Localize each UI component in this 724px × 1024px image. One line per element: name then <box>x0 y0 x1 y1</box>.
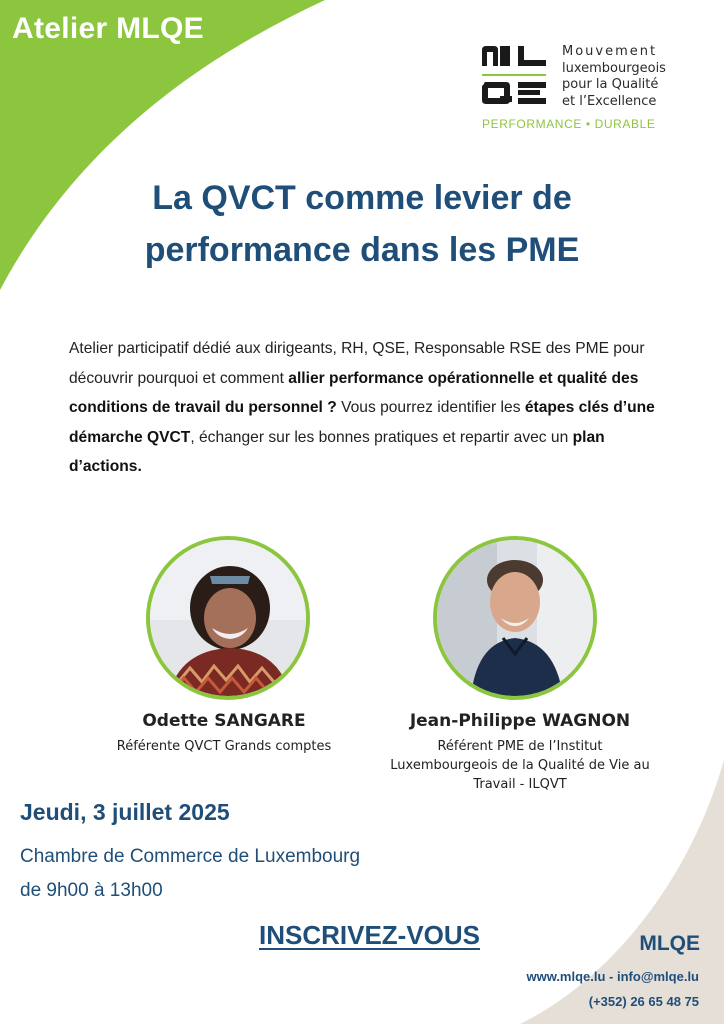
speaker-role: Référente QVCT Grands comptes <box>116 739 332 754</box>
mlqe-logo-mark <box>480 44 552 110</box>
speaker-photo-odette-illustration <box>150 540 306 696</box>
speaker-photo-odette <box>146 536 310 700</box>
speaker-role: Référent PME de l’Institut Luxembourgeois de la Qualité de Vie au Travail - ILQVT <box>390 739 650 792</box>
footer-brand: MLQE <box>639 932 700 955</box>
title-line-1: La QVCT comme levier de <box>152 179 572 217</box>
speaker-photo-jean-philippe-illustration <box>437 540 593 696</box>
speaker-photo-jean-philippe <box>433 536 597 700</box>
event-date: Jeudi, 3 juillet 2025 <box>20 799 230 825</box>
atelier-badge: Atelier MLQE <box>12 12 204 45</box>
register-link[interactable]: INSCRIVEZ-VOUS <box>259 920 481 950</box>
intro-bold-3: plan d’actions. <box>69 428 605 475</box>
intro-paragraph <box>69 334 669 482</box>
intro-bold-2: étapes clés d’une démarche QVCT <box>69 399 655 446</box>
logo-tagline: PERFORMANCE • DURABLE <box>482 117 656 131</box>
speaker-name: Jean-Philippe WAGNON <box>409 711 631 731</box>
speaker-name: Odette SANGARE <box>142 711 306 731</box>
logo-text <box>562 44 666 110</box>
beige-corner-shape <box>520 760 724 1024</box>
event-venue: Chambre de Commerce de Luxembourg <box>20 846 361 867</box>
mlqe-logo <box>480 44 690 134</box>
intro-bold-1: allier performance opérationnelle et qualité des conditions de travail du personnel ? <box>69 369 639 416</box>
logo-line-3: pour la Qualité <box>562 77 659 92</box>
footer-contact-link[interactable]: www.mlqe.lu - info@mlqe.lu <box>526 969 699 984</box>
page-title <box>0 172 724 276</box>
event-time: de 9h00 à 13h00 <box>20 880 163 901</box>
logo-line-1: Mouvement <box>562 44 658 59</box>
intro-text-1: Atelier participatif dédié aux dirigeants, RH, QSE, Responsable RSE des PME pour découvrir pourquoi et comment <box>69 340 645 387</box>
intro-text-3: , échanger sur les bonnes pratiques et repartir avec un <box>190 428 573 446</box>
logo-line-4: et l’Excellence <box>562 93 657 109</box>
footer-phone: (+352) 26 65 48 75 <box>588 994 699 1009</box>
title-line-2: performance dans les PME <box>144 231 580 269</box>
logo-line-2: luxembourgeois <box>562 60 666 76</box>
intro-text-2: Vous pourrez identifier les <box>336 399 525 416</box>
